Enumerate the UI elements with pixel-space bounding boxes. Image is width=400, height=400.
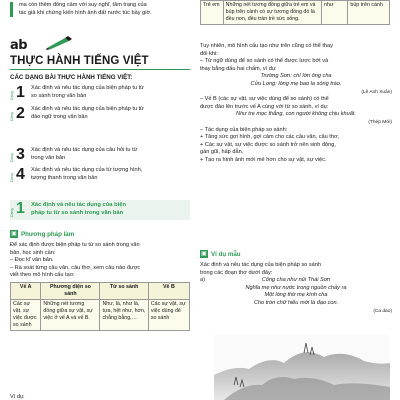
title-divider (10, 69, 190, 70)
green-margin-bar (10, 2, 13, 17)
pencil-icon (45, 36, 73, 50)
section-subhead: CÁC DẠNG BÀI THỰC HÀNH TIẾNG VIỆT: (10, 74, 133, 81)
intro-paragraph (10, 2, 188, 17)
dang-number: 1 (16, 84, 25, 101)
method-heading (10, 230, 74, 238)
sample-example-heading (200, 250, 241, 258)
body-line: Xác định và nêu tác dụng của biện pháp so sánh (200, 262, 321, 268)
source-citation: (Thép Mới) (368, 119, 392, 125)
logo-text: ab (10, 38, 28, 53)
dang-text-line: so sánh trong văn bản (31, 92, 87, 99)
example-table-continued (200, 0, 390, 25)
dang-side-label: Dạng (10, 153, 14, 162)
dang-text (31, 167, 189, 182)
dang-item-2 (10, 106, 190, 122)
table-row (201, 1, 390, 25)
dang-number: 1 (16, 200, 25, 217)
dang-number: 3 (16, 146, 25, 163)
poem-line: Công cha như núi Thái Sơn (261, 277, 331, 284)
table-cell: Các sự vật, sự việc được so sánh (11, 300, 41, 331)
dang-side-label: Dạng (10, 173, 14, 182)
method-line: Để xác định được biện pháp tu từ so sánh trong văn (10, 242, 140, 248)
method-line: bản, học sinh cần: (10, 249, 56, 256)
dang-item-4 (10, 167, 190, 183)
dang-side-label: Dạng (10, 91, 14, 100)
dang-text-line: Xác định và nêu tác dụng của biện pháp tu từ (31, 85, 144, 91)
poem-line: Cho tròn chữ hiếu mới là đạo con. (253, 299, 339, 306)
right-column-body (200, 43, 392, 165)
dang-item-1 (10, 85, 190, 101)
dang-text-line: đảo ngữ trong văn bản (31, 113, 88, 120)
method-label: Phương pháp làm (21, 230, 75, 238)
dang-box-line: Xác định và nêu tác dụng của biện (31, 202, 127, 208)
body-line: + Tạo ra hình ảnh mới mẻ hơn cho sự vật, sự việc. (200, 156, 327, 163)
table-cell: búp trên cành (348, 1, 390, 25)
dang-number: 2 (16, 105, 25, 122)
dang-text-line: Xác định và nêu tác dụng của từ tượng hình, (31, 167, 143, 173)
example-label: Ví dụ: (10, 394, 25, 400)
poem-line: Như tre mọc thẳng, con người không chịu khuất. (236, 111, 356, 118)
source-citation: (Ca dao) (373, 308, 392, 314)
poem-line: Nghĩa mẹ như nước trong nguồn chảy ra (245, 284, 347, 291)
table-cell: như (321, 1, 347, 25)
intro-line: tác giả khi chứng kiến hình ảnh đất nước túc bầy giờ. (19, 9, 152, 16)
body-line: + Tăng sức gợi hình, gợi cảm cho các câu văn, câu thơ, (200, 134, 340, 141)
method-body (10, 242, 190, 280)
intro-line: ma còn thêm đồng cảm với suy nghĩ, tâm trạng của (19, 2, 147, 8)
dang-item-3 (10, 147, 190, 163)
comparison-table (10, 282, 190, 331)
dang-box-text (31, 202, 189, 217)
dang-text (31, 147, 189, 162)
dang-text-line: Xác định và nêu tác dụng của biện pháp tu từ (31, 106, 144, 112)
body-line: được đảo lên trước vế A cùng với từ so sánh, ví dụ: (200, 103, 329, 110)
item-marker: a) (200, 277, 205, 284)
table-row (11, 300, 190, 331)
checkbox-icon: ▣ (11, 231, 17, 237)
table-header: Vế B (148, 283, 189, 300)
table-cell: Các sự vật, sự việc dùng để so sánh (148, 300, 189, 331)
table-cell: Như, là, như là, tựa, hệt như, hơn, chẳng bằng,… (100, 300, 148, 331)
dang-number: 4 (16, 166, 25, 183)
dang-side-label: Dạng (10, 208, 14, 217)
method-line: viết theo mô hình cấu tạo: (10, 272, 75, 279)
body-line: thay bằng dấu hai chấm, ví dụ: (200, 65, 277, 72)
body-line: Tuy nhiên, mô hình cấu tạo như trên cũng có thể thay (200, 43, 333, 49)
page-title: THỰC HÀNH TIẾNG VIỆT (10, 55, 149, 67)
table-cell: Trẻ em (201, 1, 224, 25)
body-line: trong các đoạn thơ dưới đây: (200, 269, 273, 276)
sample-example-label: Ví dụ mẫu (211, 250, 241, 258)
table-cell: Những nét tương đồng giữa trẻ em và búp trên cành có sự tương đồng đó là đều non, đều tràn trề sức sống. (223, 1, 321, 25)
poem-line: Cửu Long: lòng mẹ bao la sóng trào. (250, 80, 342, 87)
dang-box-line: pháp tu từ so sánh trong văn bản (31, 209, 124, 216)
dang-text-line: trong văn bản (31, 154, 66, 161)
dang-side-label: Dạng (10, 112, 14, 121)
method-line: – Đọc kĩ văn bản. (10, 257, 54, 264)
body-line: đổi khi: (200, 50, 218, 57)
dang-text-line: tượng thanh trong văn bản (31, 174, 98, 181)
body-line: – Vế B (các sự vật, sự việc dùng để so sánh) có thể (200, 96, 329, 103)
method-line: – Rà soát từng câu văn, câu thơ, xem câu nào được (10, 264, 141, 271)
source-citation: (Lê Anh Xuân) (361, 89, 392, 95)
body-line: gần gũi, hấp dẫn. (200, 149, 244, 156)
table-header: Vế A (11, 283, 41, 300)
poem-line: Trường Sơn: chí lớn ông cha (260, 73, 332, 80)
body-line: – Tác dụng của biện pháp so sánh: (200, 126, 288, 133)
checkbox-icon: ▣ (201, 251, 207, 257)
table-header: Phương diện so sánh (41, 283, 100, 300)
table-cell: Những nét tương đồng giữa sự vật, sự việc ở vế A và vế B. (41, 300, 100, 331)
table-header: Từ so sánh (100, 283, 148, 300)
dang-text (31, 85, 189, 100)
section-logo (10, 36, 72, 53)
table-header-row (11, 283, 190, 300)
dang-text (31, 106, 189, 121)
dang-text-line: Xác định và nêu tác dụng của câu hỏi tu từ (31, 147, 138, 153)
poem-line: Một lòng thờ mẹ kính cha (264, 292, 328, 299)
mountain-illustration (214, 335, 390, 400)
dang-1-highlight-box (10, 200, 190, 220)
sample-example-body (200, 262, 392, 315)
body-line: + Các sự vật, sự việc được so sánh trở nên sinh động, (200, 141, 336, 148)
body-line: – Từ ngữ dùng để so sánh có thể được lược bớt và (200, 58, 329, 65)
